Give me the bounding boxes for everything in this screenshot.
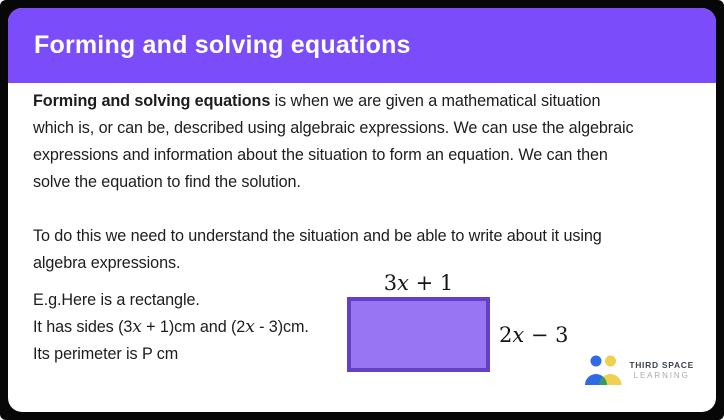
logo-yellow-head [605, 356, 616, 367]
label-coef: 2 [499, 322, 513, 347]
rectangle-right-side-label [499, 323, 569, 347]
lesson-card [8, 8, 716, 412]
example-line: Its perimeter is P cm [33, 345, 179, 363]
logo-text [629, 360, 694, 380]
second-line: algebra expressions. [33, 254, 181, 272]
intro-line [33, 88, 708, 115]
logo-line2: LEARNING [633, 371, 690, 380]
intro-line-text: is when we are given a mathematical situation [270, 92, 601, 110]
label-rest: − 3 [524, 322, 569, 347]
intro-line: expressions and information about the situation to form an equation. We can then [33, 146, 608, 164]
math-variable-x: x [397, 271, 409, 295]
label-coef: 3 [383, 271, 398, 295]
intro-line: which is, or can be, described using algebraic expressions. We can use the algebraic [33, 119, 634, 137]
example-text [33, 287, 347, 372]
example-line-part: - 3)cm. [254, 318, 309, 336]
logo-blue-head [591, 356, 602, 367]
math-variable-x: x [245, 317, 255, 337]
logo-line1: THIRD SPACE [629, 360, 694, 370]
second-line: To do this we need to understand the situation and be able to write about it using [33, 227, 602, 245]
intro-bold-lead: Forming and solving equations [33, 92, 271, 110]
label-rest: + 1 [408, 271, 454, 295]
intro-paragraph [33, 88, 708, 196]
example-line [33, 314, 347, 341]
two-people-icon [585, 354, 622, 386]
rectangle-diagram [347, 271, 569, 372]
example-line-part: It has sides (3 [33, 318, 133, 336]
second-paragraph [33, 223, 708, 277]
rectangle-top-side-label [347, 271, 490, 297]
example-line: E.g.Here is a rectangle. [33, 291, 200, 309]
example-line-part: + 1)cm and (2 [141, 318, 246, 336]
third-space-learning-logo [585, 354, 694, 386]
math-variable-x: x [512, 322, 525, 347]
purple-rectangle-shape [347, 297, 490, 372]
content [8, 88, 716, 372]
header [8, 8, 716, 83]
intro-line: solve the equation to find the solution. [33, 173, 301, 191]
math-variable-x: x [132, 317, 142, 337]
page-title: Forming and solving equations [34, 31, 411, 59]
